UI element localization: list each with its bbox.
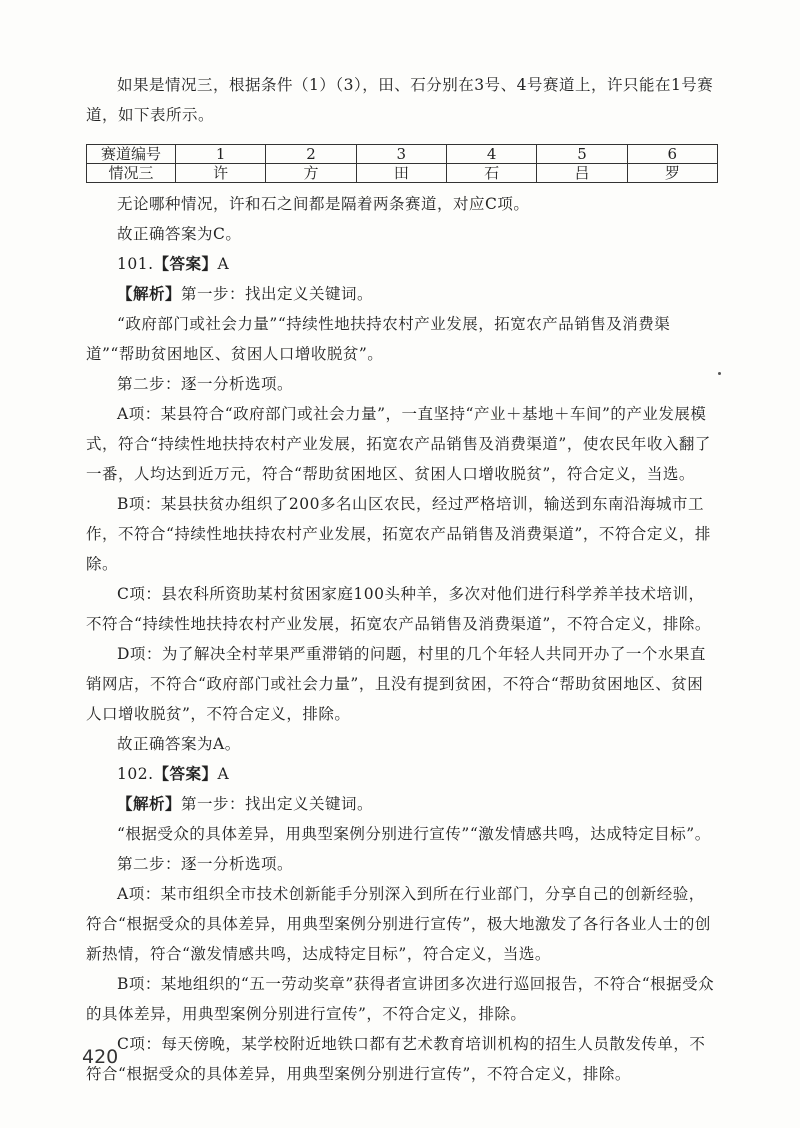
q102-keywords: “根据受众的具体差异，用典型案例分别进行宣传”“激发情感共鸣，达成特定目标”。 bbox=[117, 825, 711, 843]
q101-keywords: “政府部门或社会力量”“持续性地扶持农村产业发展，拓宽农产品销售及消费渠道”“帮助贫困地区、贫困人口增收脱贫”。 bbox=[86, 315, 671, 363]
answer-value: A bbox=[217, 255, 230, 273]
q100-conclusion: 无论哪种情况，许和石之间都是隔着两条赛道，对应C项。 bbox=[117, 195, 530, 213]
analysis-tag: 【解析】 bbox=[117, 285, 182, 303]
table-cell: 石 bbox=[446, 164, 536, 183]
table-cell: 5 bbox=[537, 145, 627, 164]
q101-option-b: B项：某县扶贫办组织了200多名山区农民，经过严格培训，输送到东南沿海城市工作，不符合“持续性地扶持农村产业发展，拓宽农产品销售及消费渠道”，不符合定义，排除。 bbox=[86, 495, 711, 573]
table-cell: 6 bbox=[627, 145, 717, 164]
table-cell: 情况三 bbox=[87, 164, 176, 183]
step-text: 第一步：找出定义关键词。 bbox=[181, 795, 374, 813]
q102-option-a: A项：某市组织全市技术创新能手分别深入到所在行业部门，分享自己的创新经验，符合“根据受众的具体差异，用典型案例分别进行宣传”，极大地激发了各行各业人士的创新热情，符合“激发情感共鸣，达成特定目标”，符合定义，当选。 bbox=[86, 885, 711, 963]
table-cell: 4 bbox=[446, 145, 536, 164]
q102-answer bbox=[86, 759, 718, 789]
q102-option-c: C项：每天傍晚，某学校附近地铁口都有艺术教育培训机构的招生人员散发传单，不符合“根据受众的具体差异，用典型案例分别进行宣传”，不符合定义，排除。 bbox=[86, 1035, 706, 1083]
table-cell: 罗 bbox=[627, 164, 717, 183]
q102-step2: 第二步：逐一分析选项。 bbox=[117, 855, 294, 873]
table-cell: 许 bbox=[176, 164, 266, 183]
page-body bbox=[86, 70, 718, 1089]
q102-option-b: B项：某地组织的“五一劳动奖章”获得者宣讲团多次进行巡回报告，不符合“根据受众的具体差异，用典型案例分别进行宣传”，不符合定义，排除。 bbox=[86, 975, 715, 1023]
scan-speck bbox=[718, 372, 721, 375]
table-cell: 赛道编号 bbox=[87, 145, 176, 164]
page-number: 420 bbox=[82, 1046, 119, 1068]
q100-answer-line: 故正确答案为C。 bbox=[117, 225, 242, 243]
q101-step1 bbox=[86, 279, 718, 309]
table-row bbox=[87, 164, 718, 183]
question-number: 102. bbox=[117, 765, 154, 783]
table-cell: 1 bbox=[176, 145, 266, 164]
question-number: 101. bbox=[117, 255, 154, 273]
step-text: 第一步：找出定义关键词。 bbox=[181, 285, 374, 303]
q101-answer bbox=[86, 249, 718, 279]
table-cell: 方 bbox=[266, 164, 356, 183]
intro-paragraph: 如果是情况三，根据条件（1）（3），田、石分别在3号、4号赛道上，许只能在1号赛道，如下表所示。 bbox=[86, 76, 714, 124]
q101-option-d: D项：为了解决全村苹果严重滞销的问题，村里的几个年轻人共同开办了一个水果直销网店，不符合“政府部门或社会力量”，且没有提到贫困，不符合“帮助贫困地区、贫困人口增收脱贫”，不符合定义，排除。 bbox=[86, 645, 706, 723]
table-cell: 吕 bbox=[537, 164, 627, 183]
table-row bbox=[87, 145, 718, 164]
q101-step2: 第二步：逐一分析选项。 bbox=[117, 375, 294, 393]
analysis-tag: 【解析】 bbox=[117, 795, 182, 813]
q101-option-a: A项：某县符合“政府部门或社会力量”，一直坚持“产业＋基地＋车间”的产业发展模式，符合“持续性地扶持农村产业发展，拓宽农产品销售及消费渠道”，使农民年收入翻了一番，人均达到近万元，符合“帮助贫困地区、贫困人口增收脱贫”，符合定义，当选。 bbox=[86, 405, 711, 483]
q102-step1 bbox=[86, 789, 718, 819]
lane-table bbox=[86, 144, 718, 183]
answer-tag: 【答案】 bbox=[153, 765, 218, 783]
q101-option-c: C项：县农科所资助某村贫困家庭100头种羊，多次对他们进行科学养羊技术培训，不符合“持续性地扶持农村产业发展，拓宽农产品销售及消费渠道”，不符合定义，排除。 bbox=[86, 585, 711, 633]
table-cell: 田 bbox=[356, 164, 446, 183]
table-cell: 3 bbox=[356, 145, 446, 164]
answer-tag: 【答案】 bbox=[153, 255, 218, 273]
table-cell: 2 bbox=[266, 145, 356, 164]
answer-value: A bbox=[217, 765, 230, 783]
q101-answer-line: 故正确答案为A。 bbox=[117, 735, 241, 753]
